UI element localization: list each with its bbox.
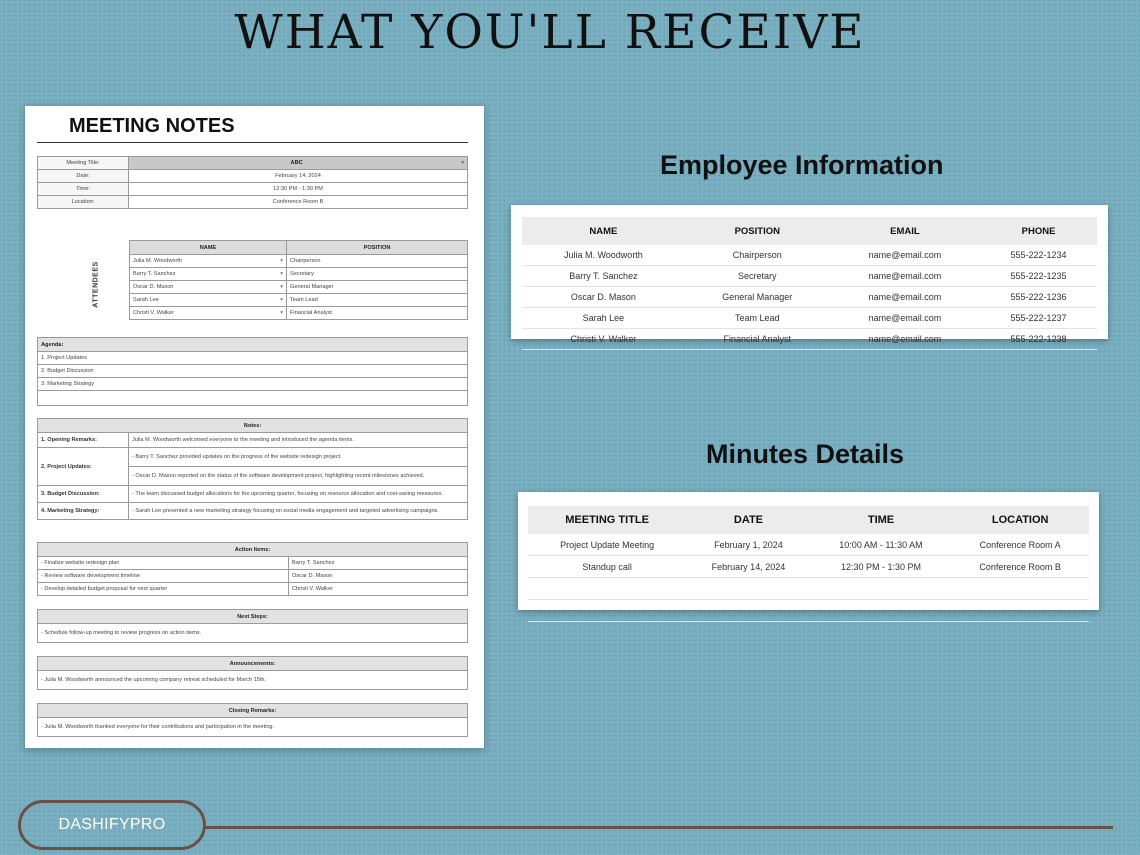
info-label: Meeting Title: — [38, 157, 129, 170]
attendee-name-select[interactable] — [130, 281, 287, 294]
meeting-notes-sheet — [25, 106, 484, 748]
note-row — [38, 448, 468, 467]
action-item-row — [38, 583, 468, 596]
info-value: ABC — [290, 160, 303, 166]
attendee-row — [130, 255, 468, 268]
attendee-name: Christi V. Walker — [133, 310, 174, 316]
info-row — [38, 157, 468, 170]
table-row — [528, 556, 1089, 578]
attendee-name: Barry T. Sanchez — [133, 271, 176, 277]
brand-name: DASHIFYPRO — [58, 816, 166, 833]
employee-header-name: NAME — [522, 217, 685, 245]
table-row — [522, 329, 1097, 350]
minutes-location: Conference Room A — [951, 534, 1089, 556]
meeting-info-table — [37, 156, 468, 209]
employee-name: Sarah Lee — [522, 308, 685, 329]
employee-position: Team Lead — [685, 308, 830, 329]
employee-email: name@email.com — [830, 266, 980, 287]
attendee-name-select[interactable] — [130, 307, 287, 320]
attendee-position: Chairperson — [287, 255, 468, 268]
action-item-row — [38, 557, 468, 570]
employee-name: Oscar D. Mason — [522, 287, 685, 308]
minutes-date: February 14, 2024 — [686, 556, 810, 578]
minutes-details-title: Minutes Details — [706, 439, 905, 469]
minutes-time: 12:30 PM - 1:30 PM — [811, 556, 952, 578]
note-row — [38, 503, 468, 520]
employee-info-table — [522, 217, 1097, 350]
agenda-item[interactable]: 3. Marketing Strategy — [38, 378, 468, 391]
notes-table — [37, 418, 468, 520]
table-row — [522, 308, 1097, 329]
employee-position: General Manager — [685, 287, 830, 308]
action-item-row — [38, 570, 468, 583]
minutes-header-time: TIME — [811, 506, 952, 534]
notes-header: Notes: — [38, 419, 468, 433]
action-task[interactable]: - Review software development timeline — [38, 570, 289, 583]
minutes-header-date: DATE — [686, 506, 810, 534]
attendee-row — [130, 268, 468, 281]
closing-remarks-table — [37, 703, 468, 737]
note-row — [38, 433, 468, 448]
agenda-header: Agenda: — [38, 338, 468, 352]
info-label: Time: — [38, 183, 129, 196]
minutes-header-location: LOCATION — [951, 506, 1089, 534]
attendees-name-header: NAME — [130, 241, 287, 255]
note-row — [38, 486, 468, 503]
note-key: 4. Marketing Strategy: — [38, 503, 129, 520]
agenda-item[interactable] — [38, 391, 468, 406]
employee-phone: 555-222-1237 — [980, 308, 1097, 329]
announcements-table — [37, 656, 468, 690]
info-label: Location: — [38, 196, 129, 209]
employee-phone: 555-222-1236 — [980, 287, 1097, 308]
employee-info-card — [511, 205, 1108, 344]
table-row — [522, 287, 1097, 308]
agenda-item[interactable]: 1. Project Updates — [38, 352, 468, 365]
next-steps-table — [37, 609, 468, 643]
action-owner[interactable]: Barry T. Sanchez — [289, 557, 468, 570]
minutes-location: Conference Room B — [951, 556, 1089, 578]
info-row — [38, 196, 468, 209]
employee-email: name@email.com — [830, 329, 980, 350]
next-steps-text[interactable]: - Schedule follow-up meeting to review progress on action items. — [38, 624, 468, 643]
attendees-position-header: POSITION — [287, 241, 468, 255]
attendee-name-select[interactable] — [130, 294, 287, 307]
attendee-name-select[interactable] — [130, 255, 287, 268]
next-steps-header: Next Steps: — [38, 610, 468, 624]
attendee-row — [130, 294, 468, 307]
employee-name: Christi V. Walker — [522, 329, 685, 350]
employee-info-title: Employee Information — [660, 150, 944, 180]
attendee-position: Team Lead — [287, 294, 468, 307]
chevron-down-icon[interactable]: ▾ — [280, 271, 283, 277]
meeting-title-field[interactable] — [129, 157, 468, 170]
chevron-down-icon[interactable]: ▾ — [280, 284, 283, 290]
employee-email: name@email.com — [830, 245, 980, 266]
action-task[interactable]: - Develop detailed budget proposal for next quarter — [38, 583, 289, 596]
attendee-position: Financial Analyst — [287, 307, 468, 320]
action-task[interactable]: - Finalize website redesign plan — [38, 557, 289, 570]
attendee-row — [130, 281, 468, 294]
footer-divider — [205, 826, 1113, 829]
table-row — [528, 534, 1089, 556]
action-owner[interactable]: Oscar D. Mason — [289, 570, 468, 583]
attendee-name-select[interactable] — [130, 268, 287, 281]
attendee-position: General Manager — [287, 281, 468, 294]
minutes-time: 10:00 AM - 11:30 AM — [811, 534, 952, 556]
attendee-name: Julia M. Woodworth — [133, 258, 183, 264]
announcements-header: Announcements: — [38, 657, 468, 671]
employee-phone: 555-222-1235 — [980, 266, 1097, 287]
minutes-header-title: MEETING TITLE — [528, 506, 686, 534]
note-text[interactable]: - Barry T. Sanchez provided updates on the progress of the website redesign project. — [129, 448, 468, 467]
minutes-location — [951, 578, 1089, 600]
employee-phone: 555-222-1234 — [980, 245, 1097, 266]
note-text[interactable]: - Oscar D. Mason reported on the status of the software development project, highlighting recent milestones achieved. — [129, 467, 468, 486]
page-heading: WHAT YOU'LL RECEIVE — [234, 5, 866, 60]
chevron-down-icon[interactable]: ▾ — [461, 160, 464, 166]
employee-name: Julia M. Woodworth — [522, 245, 685, 266]
closing-remarks-text[interactable]: - Julia M. Woodworth thanked everyone for their contributions and participation in the meeting. — [38, 718, 468, 737]
employee-position: Chairperson — [685, 245, 830, 266]
action-items-table — [37, 542, 468, 596]
employee-name: Barry T. Sanchez — [522, 266, 685, 287]
chevron-down-icon[interactable]: ▾ — [280, 258, 283, 264]
info-value[interactable]: 12:30 PM - 1:30 PM — [129, 183, 468, 196]
note-key: 2. Project Updates: — [38, 448, 129, 486]
employee-position: Secretary — [685, 266, 830, 287]
announcements-text[interactable]: - Julia M. Woodworth announced the upcoming company retreat scheduled for March 15th. — [38, 671, 468, 690]
attendee-name: Oscar D. Mason — [133, 284, 174, 290]
minutes-meeting-title — [528, 600, 686, 622]
title-divider — [37, 142, 468, 143]
minutes-details-card — [518, 492, 1099, 610]
minutes-location — [951, 600, 1089, 622]
meeting-notes-title: MEETING NOTES — [69, 115, 235, 137]
note-text[interactable]: - Sarah Lee presented a new marketing strategy focusing on social media engagement and targeted advertising campaigns. — [129, 503, 468, 520]
table-row — [522, 245, 1097, 266]
minutes-meeting-title: Project Update Meeting — [528, 534, 686, 556]
agenda-item[interactable]: 2. Budget Discussion — [38, 365, 468, 378]
minutes-time — [811, 578, 952, 600]
attendee-name: Sarah Lee — [133, 297, 159, 303]
action-items-header: Action Items: — [38, 543, 468, 557]
info-value[interactable]: Conference Room B — [129, 196, 468, 209]
info-value[interactable]: February 14, 2024 — [129, 170, 468, 183]
chevron-down-icon[interactable]: ▾ — [280, 310, 283, 316]
note-text[interactable]: - The team discussed budget allocations for the upcoming quarter, focusing on resource allocation and cost-saving measures. — [129, 486, 468, 503]
info-row — [38, 183, 468, 196]
note-key: 1. Opening Remarks: — [38, 433, 129, 448]
minutes-date: February 1, 2024 — [686, 534, 810, 556]
attendees-label: ATTENDEES — [92, 261, 100, 308]
attendee-row — [130, 307, 468, 320]
employee-phone: 555-222-1238 — [980, 329, 1097, 350]
employee-position: Financial Analyst — [685, 329, 830, 350]
attendees-table — [129, 240, 468, 320]
table-row — [522, 266, 1097, 287]
table-row — [528, 578, 1089, 600]
note-text[interactable]: Julia M. Woodworth welcomed everyone to the meeting and introduced the agenda items. — [129, 433, 468, 448]
employee-header-phone: PHONE — [980, 217, 1097, 245]
info-label: Date: — [38, 170, 129, 183]
attendee-position: Secretary — [287, 268, 468, 281]
minutes-date — [686, 600, 810, 622]
minutes-meeting-title: Standup call — [528, 556, 686, 578]
note-key: 3. Budget Discussion: — [38, 486, 129, 503]
info-row — [38, 170, 468, 183]
minutes-date — [686, 578, 810, 600]
brand-badge — [18, 800, 206, 850]
minutes-time — [811, 600, 952, 622]
minutes-details-table — [528, 506, 1089, 622]
minutes-meeting-title — [528, 578, 686, 600]
action-owner[interactable]: Christi V. Walker — [289, 583, 468, 596]
chevron-down-icon[interactable]: ▾ — [280, 297, 283, 303]
agenda-table — [37, 337, 468, 406]
employee-header-email: EMAIL — [830, 217, 980, 245]
employee-email: name@email.com — [830, 308, 980, 329]
employee-header-position: POSITION — [685, 217, 830, 245]
employee-email: name@email.com — [830, 287, 980, 308]
closing-remarks-header: Closing Remarks: — [38, 704, 468, 718]
table-row — [528, 600, 1089, 622]
